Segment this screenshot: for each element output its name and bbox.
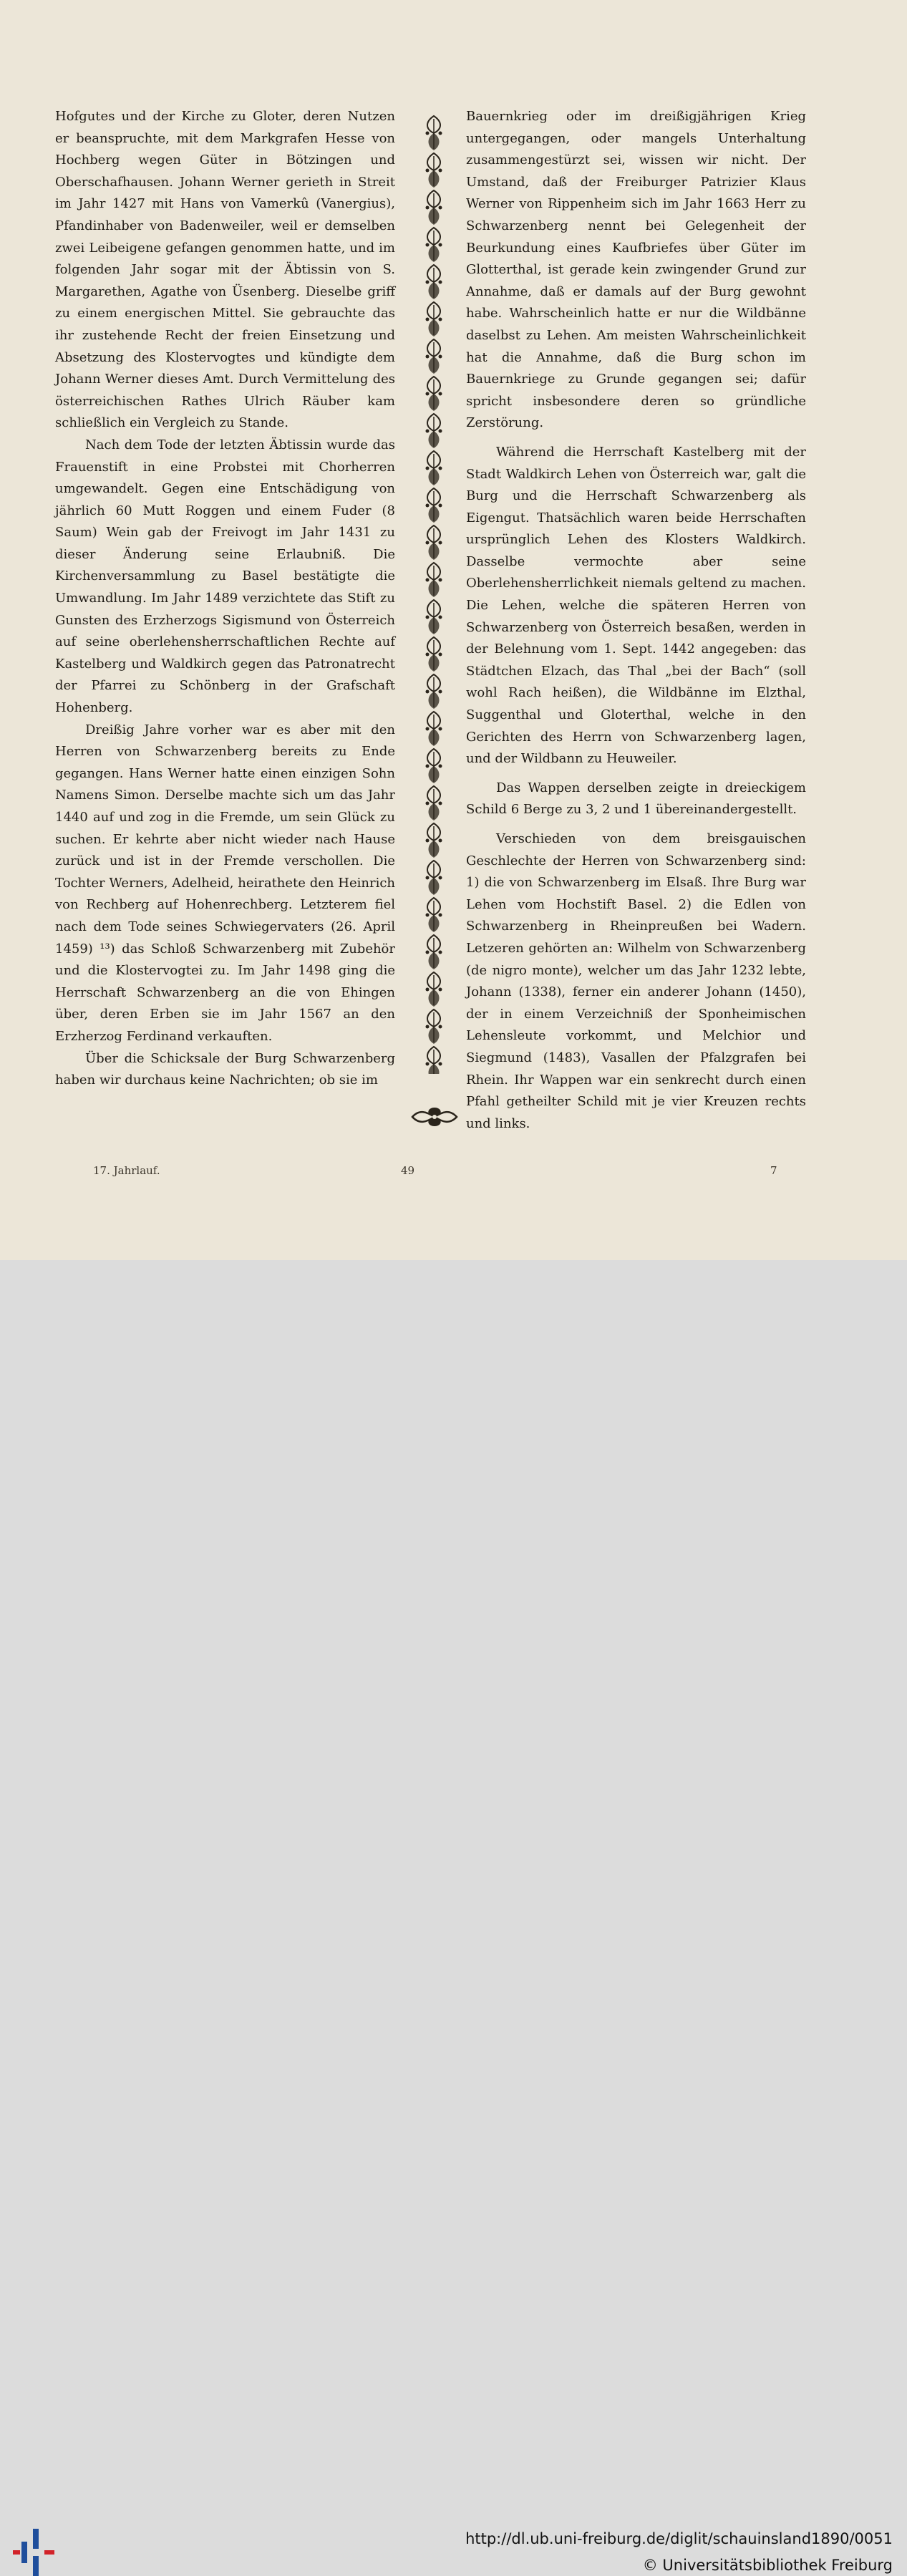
fleuron-ornament xyxy=(409,1105,460,1129)
paragraph: Verschieden von dem breisgauischen Geschlechte der Herren von Schwarzenberg sind: 1) die von Schwarzenberg im Elsaß. Ihre Burg war Lehen vom Hochstift Basel. 2) die Edlen von Schwarzenberg in Rheinpreußen bei Wadern. Letzeren gehörten an: Wilhelm von Schwarzenberg (de nigro monte), welcher um das Jahr 1232 lebte, Johann (1338), ferner ein anderer Johann (1450), der in einem Verzeichniß der Sponheimischen Lehensleute vorkommt, und Melchior und Siegmund (1483), Vasallen der Pfalzgrafen bei Rhein. Ihr Wappen war ein senkrecht durch einen Pfahl getheilter Schild mit je vier Kreuzen rechts und links. xyxy=(466,831,806,1131)
paragraph: Über die Schicksale der Burg Schwarzenberg haben wir durchaus keine Nachrichten; ob sie im xyxy=(55,1050,395,1088)
library-footer-bar xyxy=(0,1260,907,2574)
university-library-logo-icon xyxy=(13,2529,57,2576)
paragraph: Hofgutes und der Kirche zu Gloter, deren Nutzen er beanspruchte, mit dem Markgrafen Hesse von Hochberg wegen Güter in Bötzingen und Oberschafhausen. Johann Werner gerieth in Streit im Jahr 1427 mit Hans von Vamerkû (Vanergius), Pfandinhaber von Badenweiler, weil er demselben zwei Leibeigene gefangen genommen hatte, und im folgenden Jahr sogar mit der Äbtissin von S. Margarethen, Agathe von Üsenberg. Dieselbe griff zu einem energischen Mittel. Sie gebrauchte das ihr zustehende Recht der freien Einsetzung und Absetzung des Klostervogtes und kündigte dem Johann Werner dieses Amt. Durch Vermittelung des österreichischen Rathes Ulrich Räuber kam schließlich ein Vergleich zu Stande. xyxy=(55,109,395,431)
footer-page-number: 49 xyxy=(401,1164,415,1177)
paragraph: Bauernkrieg oder im dreißigjährigen Krieg untergegangen, oder mangels Unterhaltung zusammengestürzt sei, wissen wir nicht. Der Umstand, daß der Freiburger Patrizier Klaus Werner von Rippenheim sich im Jahr 1663 Herr zu Schwarzenberg nennt bei Gelegenheit der Beurkundung eines Kaufbriefes über Güter im Glotterthal, ist gerade kein zwingender Grund zur Annahme, daß er damals auf der Burg gewohnt habe. Wahrscheinlich hatte er nur die Wildbänne daselbst zu Lehen. Am meisten Wahrscheinlichkeit hat die Annahme, daß die Burg schon im Bauernkriege zu Grunde gegangen sei; dafür spricht insbesondere deren so gründliche Zerstörung. xyxy=(466,109,806,431)
left-text-column xyxy=(55,106,395,1092)
right-text-column xyxy=(466,106,806,1135)
footer-signature-mark: 7 xyxy=(770,1164,777,1177)
paragraph: Dreißig Jahre vorher war es aber mit den Herren von Schwarzenberg bereits zu Ende gegangen. Hans Werner hatte einen einzigen Sohn Namens Simon. Derselbe machte sich um das Jahr 1440 auf und zog in die Fremde, um sein Glück zu suchen. Er kehrte aber nicht wieder nach Hause zurück und ist in der Fremde verschollen. Die Tochter Werners, Adelheid, heirathete den Heinrich von Rechberg auf Hohenrechberg. Letzterem fiel nach dem Tode seines Schwiegervaters (26. April 1459) ¹³) das Schloß Schwarzenberg mit Zubehör und die Klostervogtei zu. Im Jahr 1498 ging die Herrschaft Schwarzenberg an die von Ehingen über, deren Erben sie im Jahr 1567 an den Erzherzog Ferdinand verkauften. xyxy=(55,722,395,1044)
paragraph: Während die Herrschaft Kastelberg mit der Stadt Waldkirch Lehen von Österreich war, galt die Burg und die Herrschaft Schwarzenberg als Eigengut. Thatsächlich waren beide Herrschaften ursprünglich Lehen des Klosters Waldkirch. Dasselbe vermochte aber seine Oberlehensherrlichkeit niemals geltend zu machen. Die Lehen, welche die späteren Herren von Schwarzenberg von Österreich besaßen, werden in der Belehnung vom 1. Sept. 1442 angegeben: das Städtchen Elzach, das Thal „bei der Bach“ (soll wohl Rach heißen), die Wildbänne im Elzthal, Suggenthal und Gloterthal, welche in den Gerichten des Herrn von Schwarzenberg lagen, und der Wildbann zu Heuweiler. xyxy=(466,444,806,767)
source-url-link[interactable]: http://dl.ub.uni-freiburg.de/diglit/schauinsland1890/0051 xyxy=(465,2530,893,2547)
copyright-notice: © Universitätsbibliothek Freiburg xyxy=(642,2557,893,2574)
scanned-page xyxy=(0,0,907,1260)
ornamental-column-divider xyxy=(421,115,447,1074)
footer-volume-label: 17. Jahrlauf. xyxy=(93,1164,160,1177)
paragraph: Nach dem Tode der letzten Äbtissin wurde das Frauenstift in eine Probstei mit Chorherren umgewandelt. Gegen eine Entschädigung von jährlich 60 Mutt Roggen und einem Fuder (8 Saum) Wein gab der Freivogt im Jahr 1431 zu dieser Änderung seine Erlaubniß. Die Kirchenversammlung zu Basel bestätigte die Umwandlung. Im Jahr 1489 verzichtete das Stift zu Gunsten des Erzherzogs Sigismund von Österreich auf seine oberlehensherrschaftlichen Rechte auf Kastelberg und Waldkirch gegen das Patronatrecht der Pfarrei zu Schönberg in der Grafschaft Hohenberg. xyxy=(55,437,395,716)
paragraph: Das Wappen derselben zeigte in dreieckigem Schild 6 Berge zu 3, 2 und 1 übereinandergestellt. xyxy=(466,780,806,818)
